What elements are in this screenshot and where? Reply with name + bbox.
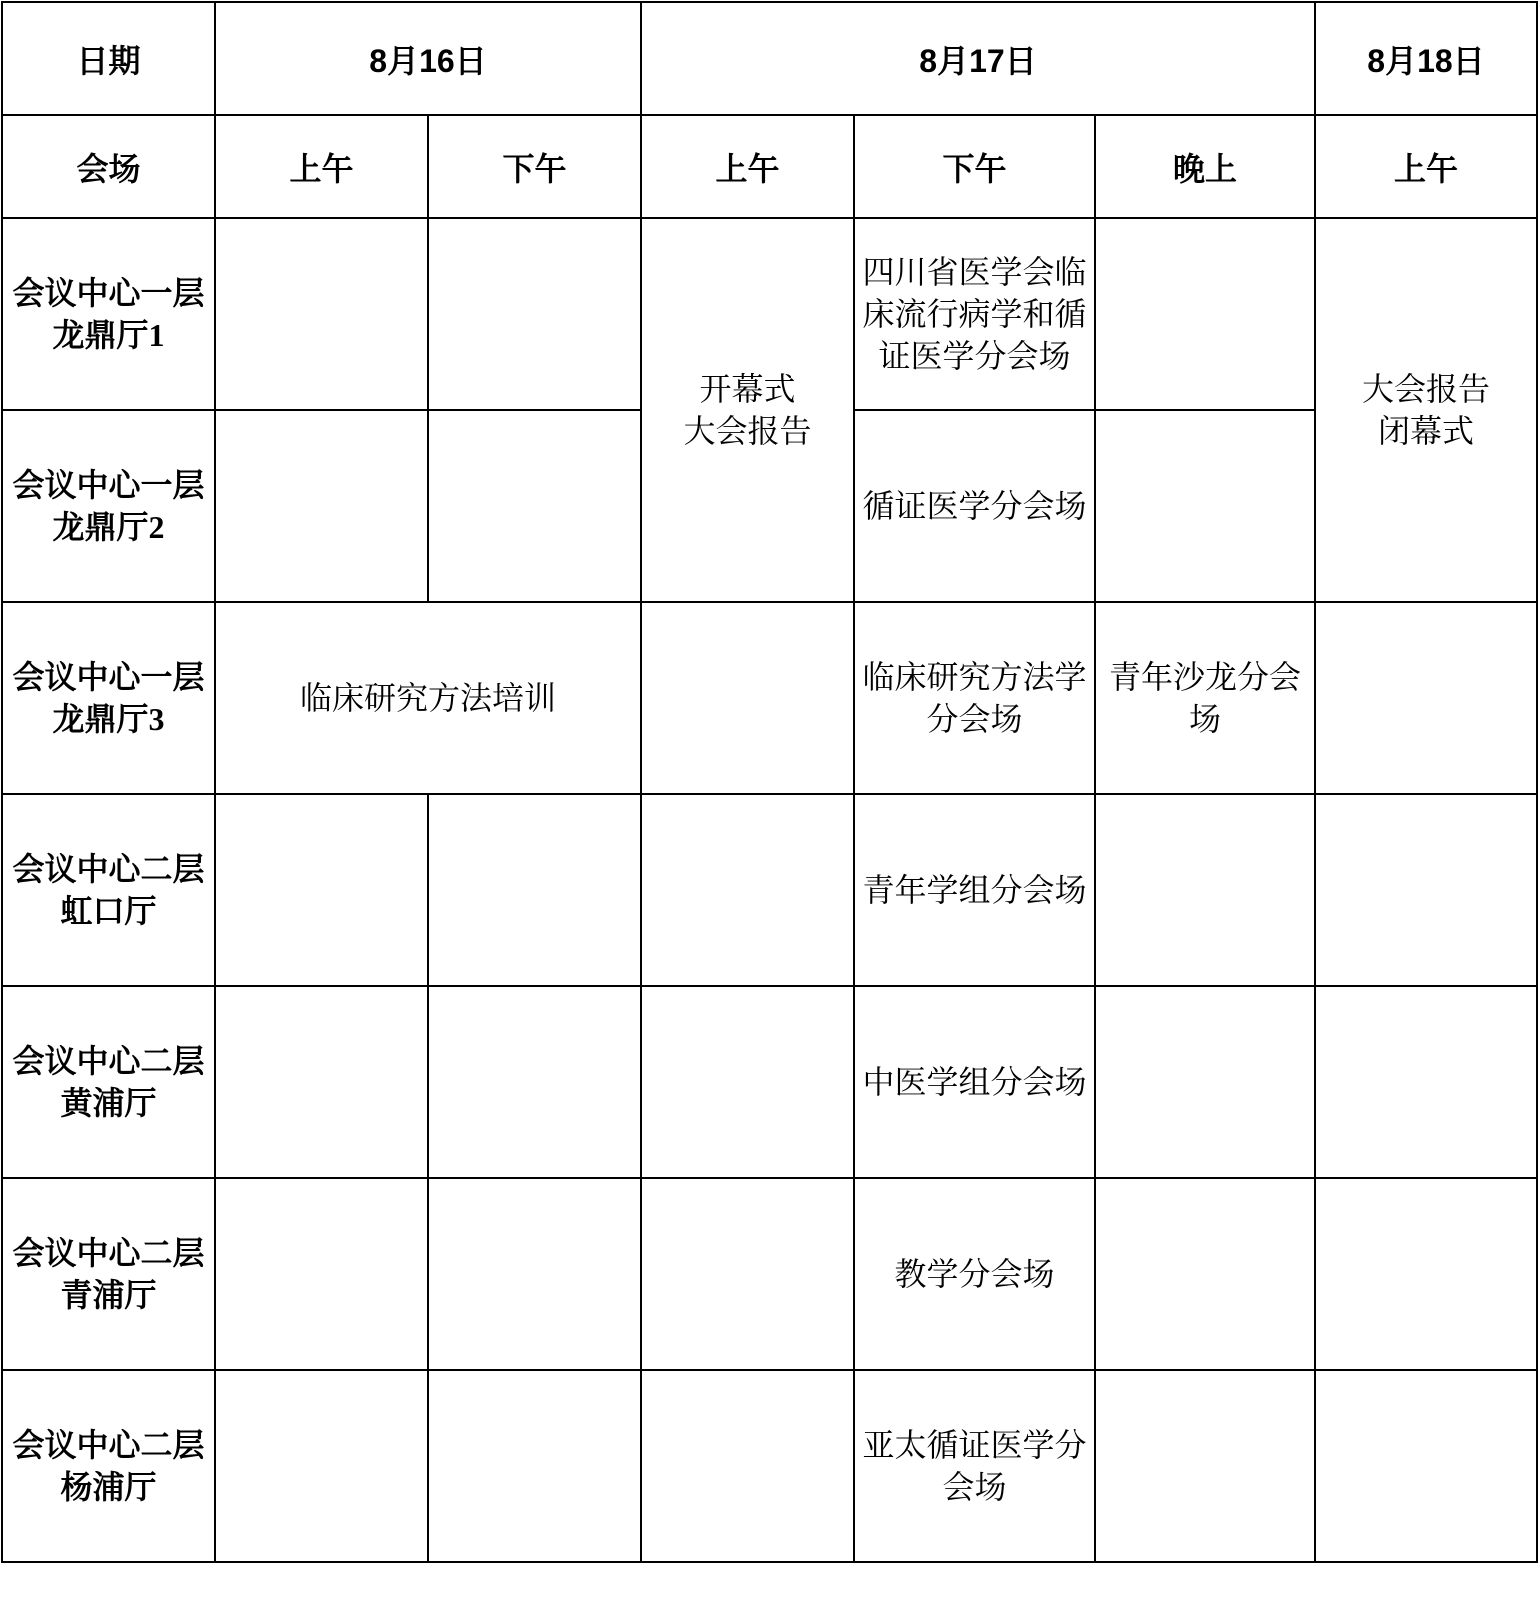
venue-name: 会议中心二层虹口厅 [2,794,215,986]
date-aug17: 8月17日 [641,2,1315,115]
venue-label: 会场 [2,115,215,218]
empty-cell [215,410,428,602]
session-tcm-group: 中医学组分会场 [854,986,1095,1178]
empty-cell [641,794,854,986]
closing-session-cell [1315,218,1537,602]
empty-cell [641,1178,854,1370]
empty-cell [428,1178,641,1370]
venue-name: 会议中心一层龙鼎厅1 [2,218,215,410]
empty-cell [428,986,641,1178]
date-aug16: 8月16日 [215,2,641,115]
period-aug16-morning: 上午 [215,115,428,218]
period-aug17-morning: 上午 [641,115,854,218]
table-row [2,986,1537,1178]
venue-name: 会议中心二层黄浦厅 [2,986,215,1178]
empty-cell [1315,602,1537,794]
period-aug17-evening: 晚上 [1095,115,1315,218]
empty-cell [215,794,428,986]
session-methods: 临床研究方法学分会场 [854,602,1095,794]
empty-cell [215,1370,428,1562]
empty-cell [1095,218,1315,410]
empty-cell [428,218,641,410]
date-aug18: 8月18日 [1315,2,1537,115]
empty-cell [641,1370,854,1562]
table-row [2,1178,1537,1370]
venue-name: 会议中心二层青浦厅 [2,1178,215,1370]
period-aug18-morning: 上午 [1315,115,1537,218]
empty-cell [1315,986,1537,1178]
empty-cell [215,1178,428,1370]
period-header-row [2,115,1537,218]
empty-cell [428,1370,641,1562]
empty-cell [641,602,854,794]
session-ebm: 循证医学分会场 [854,410,1095,602]
empty-cell [428,410,641,602]
session-youth-group: 青年学组分会场 [854,794,1095,986]
empty-cell [1315,1370,1537,1562]
empty-cell [641,986,854,1178]
table-row [2,218,1537,410]
period-aug16-afternoon: 下午 [428,115,641,218]
empty-cell [1095,1178,1315,1370]
session-training: 临床研究方法培训 [215,602,641,794]
empty-cell [1315,794,1537,986]
empty-cell [1315,1178,1537,1370]
conference-schedule-table [1,1,1538,1563]
session-teaching: 教学分会场 [854,1178,1095,1370]
empty-cell [1095,1370,1315,1562]
table-row [2,602,1537,794]
empty-cell [1095,794,1315,986]
opening-session-cell [641,218,854,602]
venue-name: 会议中心二层杨浦厅 [2,1370,215,1562]
table-row [2,794,1537,986]
closing-ceremony: 闭幕式 [1377,413,1474,449]
session-sichuan-epidemiology: 四川省医学会临床流行病学和循证医学分会场 [854,218,1095,410]
date-header-row [2,2,1537,115]
opening-ceremony: 开幕式 [699,371,796,407]
empty-cell [428,794,641,986]
table-row [2,1370,1537,1562]
session-youth-salon: 青年沙龙分会场 [1095,602,1315,794]
empty-cell [1095,986,1315,1178]
session-apac-ebm: 亚太循证医学分会场 [854,1370,1095,1562]
empty-cell [215,986,428,1178]
empty-cell [215,218,428,410]
venue-name: 会议中心一层龙鼎厅2 [2,410,215,602]
date-label: 日期 [2,2,215,115]
empty-cell [1095,410,1315,602]
plenary-report: 大会报告 [1361,371,1490,407]
period-aug17-afternoon: 下午 [854,115,1095,218]
venue-name: 会议中心一层龙鼎厅3 [2,602,215,794]
plenary-report: 大会报告 [683,413,812,449]
